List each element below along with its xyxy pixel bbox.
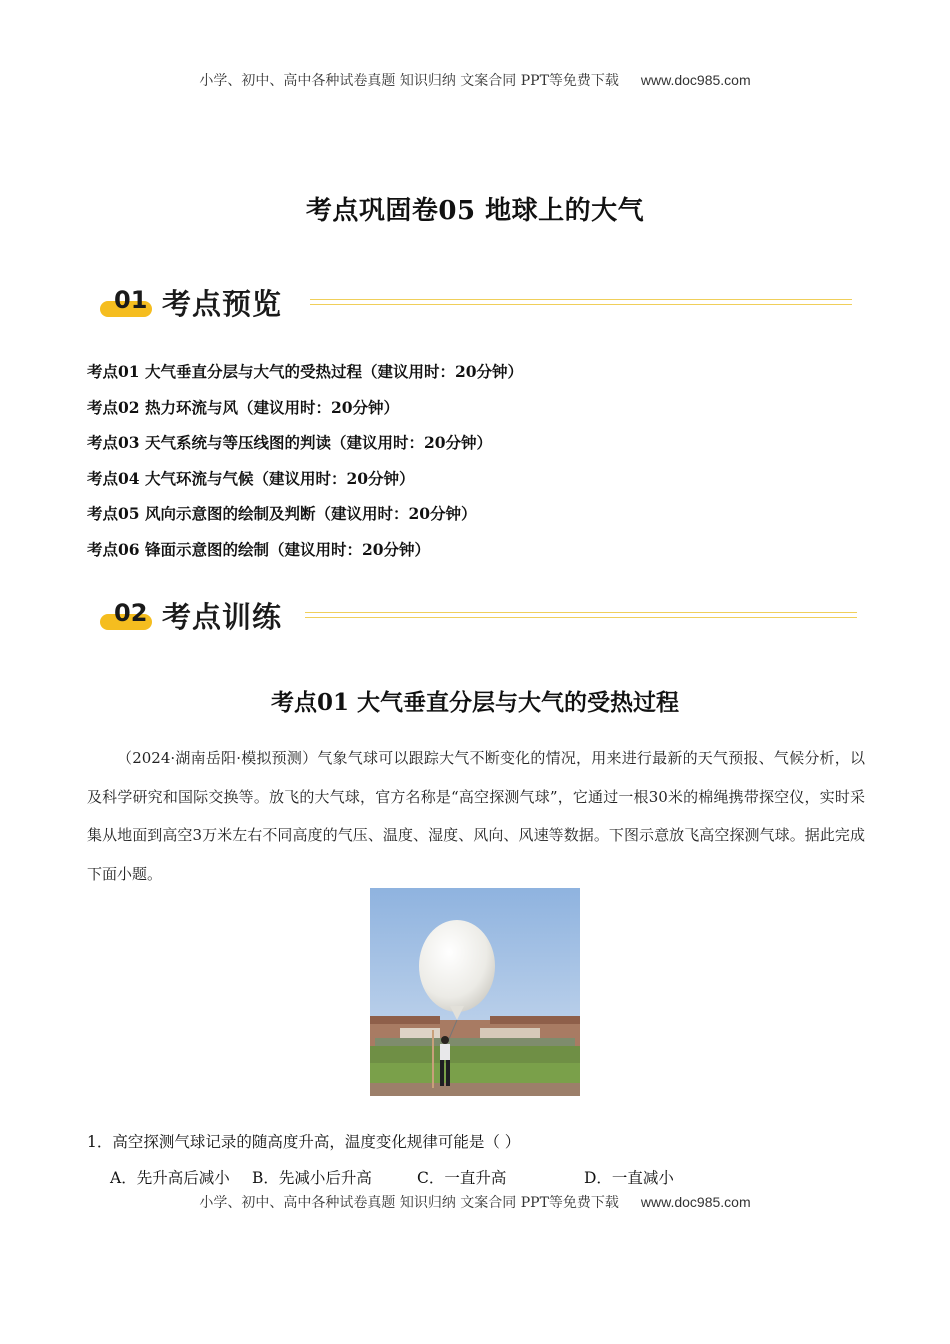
weather-balloon-photo: [370, 888, 580, 1096]
section-banner-preview: [100, 285, 852, 325]
section-number: 02: [114, 599, 148, 627]
topic-item: 考点05 风向示意图的绘制及判断（建议用时：20分钟）: [87, 504, 477, 523]
footer-text: 小学、初中、高中各种试卷真题 知识归纳 文案合同 PPT等免费下载: [199, 1195, 619, 1211]
section-label: 考点预览: [162, 287, 283, 321]
topic-item: 考点06 锋面示意图的绘制（建议用时：20分钟）: [87, 539, 431, 559]
option-c[interactable]: C．一直升高: [417, 1169, 507, 1187]
page-footer: [0, 1192, 950, 1212]
option-a[interactable]: A．先升高后减小: [110, 1169, 230, 1187]
section-number: 01: [114, 286, 148, 314]
section-label: 考点训练: [162, 600, 283, 634]
topic-item: 考点04 大气环流与气候（建议用时：20分钟）: [87, 468, 415, 488]
question-stem: 1．高空探测气球记录的随高度升高，温度变化规律可能是（ ）: [87, 1133, 521, 1151]
section-rule: [310, 304, 852, 305]
section-rule: [305, 617, 857, 618]
option-d[interactable]: D．一直减小: [584, 1169, 674, 1187]
subsection-title: 考点01 大气垂直分层与大气的受热过程: [270, 689, 679, 716]
page-title: 考点巩固卷05 地球上的大气: [305, 196, 645, 226]
footer-url[interactable]: www.doc985.com: [640, 1194, 751, 1210]
question-context-paragraph: （2024·湖南岳阳·模拟预测）气象气球可以跟踪大气不断变化的情况，用来进行最新的天气预报、气候分析，以及科学研究和国际交换等。放飞的大气球，官方名称是“高空探测气球”，它通过一根30米的棉绳携带探空仪，实时采集从地面到高空3万米左右不同高度的气压、温度、湿度、风向、风速等数据。下图示意放飞高空探测气球。据此完成下面小题。: [87, 749, 865, 883]
page-header: [0, 70, 950, 90]
topic-item: 考点02 热力环流与风（建议用时：20分钟）: [87, 397, 400, 417]
topic-item: 考点01 大气垂直分层与大气的受热过程（建议用时：20分钟）: [87, 362, 524, 381]
topic-item: 考点03 天气系统与等压线图的判读（建议用时：20分钟）: [87, 433, 493, 452]
header-url[interactable]: www.doc985.com: [640, 72, 751, 88]
section-rule: [310, 299, 852, 300]
header-text: 小学、初中、高中各种试卷真题 知识归纳 文案合同 PPT等免费下载: [199, 73, 619, 89]
topic-list: [87, 360, 887, 573]
section-banner-training: [100, 598, 857, 638]
section-rule: [305, 612, 857, 613]
option-b[interactable]: B．先减小后升高: [252, 1169, 372, 1187]
